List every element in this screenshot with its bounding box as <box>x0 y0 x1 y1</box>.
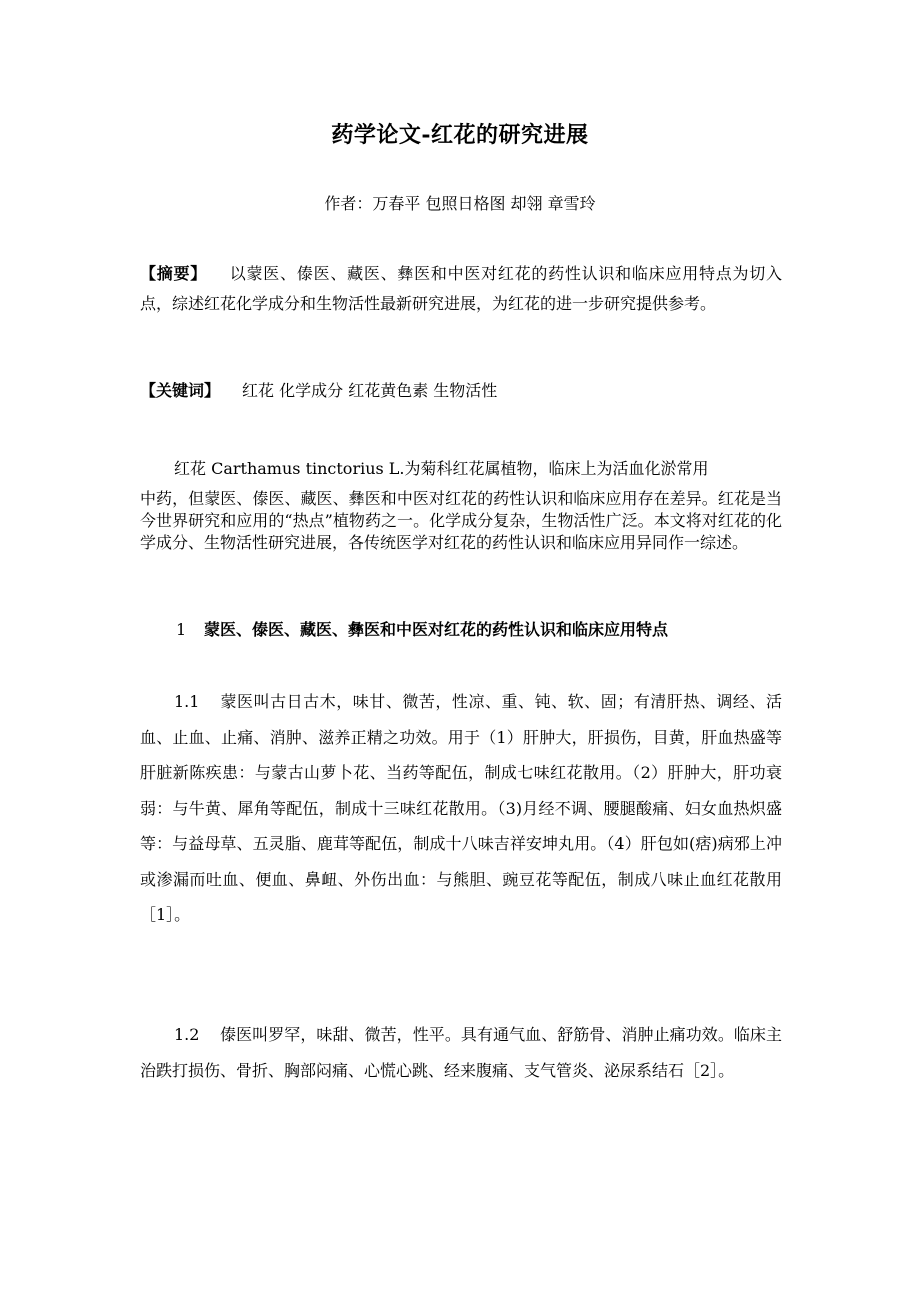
abstract-paragraph <box>140 259 782 319</box>
keywords-text: 红花 化学成分 红花黄色素 生物活性 <box>242 381 498 400</box>
intro-text: 中药，但蒙医、傣医、藏医、彝医和中医对红花的药性认识和临床应用存在差异。红花是当今世界研究和应用的“热点”植物药之一。化学成分复杂，生物活性广泛。本文将对红花的化学成分、生物活性研究进展，各传统医学对红花的药性认识和临床应用异同作一综述。 <box>140 489 782 552</box>
author-line: 作者：万春平 包照日格图 却翎 章雪玲 <box>324 194 596 213</box>
section-1-heading <box>176 615 786 645</box>
section-1-title: 蒙医、傣医、藏医、彝医和中医对红花的药性认识和临床应用特点 <box>204 620 669 639</box>
paragraph-1-1-text: 蒙医叫古日古木，味甘、微苦，性凉、重、钝、软、固；有清肝热、调经、活血、止血、止痛、消肿、滋养正精之功效。用于（1）肝肿大，肝损伤，目黄，肝血热盛等肝脏新陈疾患：与蒙古山萝卜花、当药等配伍，制成七味红花散用。（2）肝肿大，肝功衰弱：与牛黄、犀角等配伍，制成十三味红花散用。（3)月经不调、腰腿酸痛、妇女血热炽盛等：与益母草、五灵脂、鹿茸等配伍，制成十八味吉祥安坤丸用。（4）肝包如(痞)病邪上冲或渗漏而吐血、便血、鼻衄、外伤出血：与熊胆、豌豆花等配伍，制成八味止血红花散用［1］。 <box>140 692 782 924</box>
abstract-label: 【摘要】 <box>140 264 208 283</box>
paragraph-1-2-number: 1.2 <box>174 1025 200 1044</box>
intro-paragraph <box>140 450 782 554</box>
paragraph-1-2-text: 傣医叫罗罕，味甜、微苦，性平。具有通气血、舒筋骨、消肿止痛功效。临床主治跌打损伤、骨折、胸部闷痛、心慌心跳、经来腹痛、支气管炎、泌尿系结石［2］。 <box>140 1025 782 1080</box>
paragraph-1-2 <box>140 1017 782 1089</box>
abstract-text: 以蒙医、傣医、藏医、彝医和中医对红花的药性认识和临床应用特点为切入点，综述红花化学成分和生物活性最新研究进展，为红花的进一步研究提供参考。 <box>140 264 782 313</box>
paragraph-1-1-number: 1.1 <box>174 692 200 711</box>
paragraph-1-1 <box>140 684 782 933</box>
keywords-paragraph <box>140 376 782 406</box>
keywords-label: 【关键词】 <box>140 381 221 400</box>
page-title: 药学论文-红花的研究进展 <box>331 122 589 148</box>
section-1-number: 1 <box>176 620 187 639</box>
intro-first-line: 红花 Carthamus tinctorius L.为菊科红花属植物，临床上为活血化淤常用 <box>174 459 709 478</box>
